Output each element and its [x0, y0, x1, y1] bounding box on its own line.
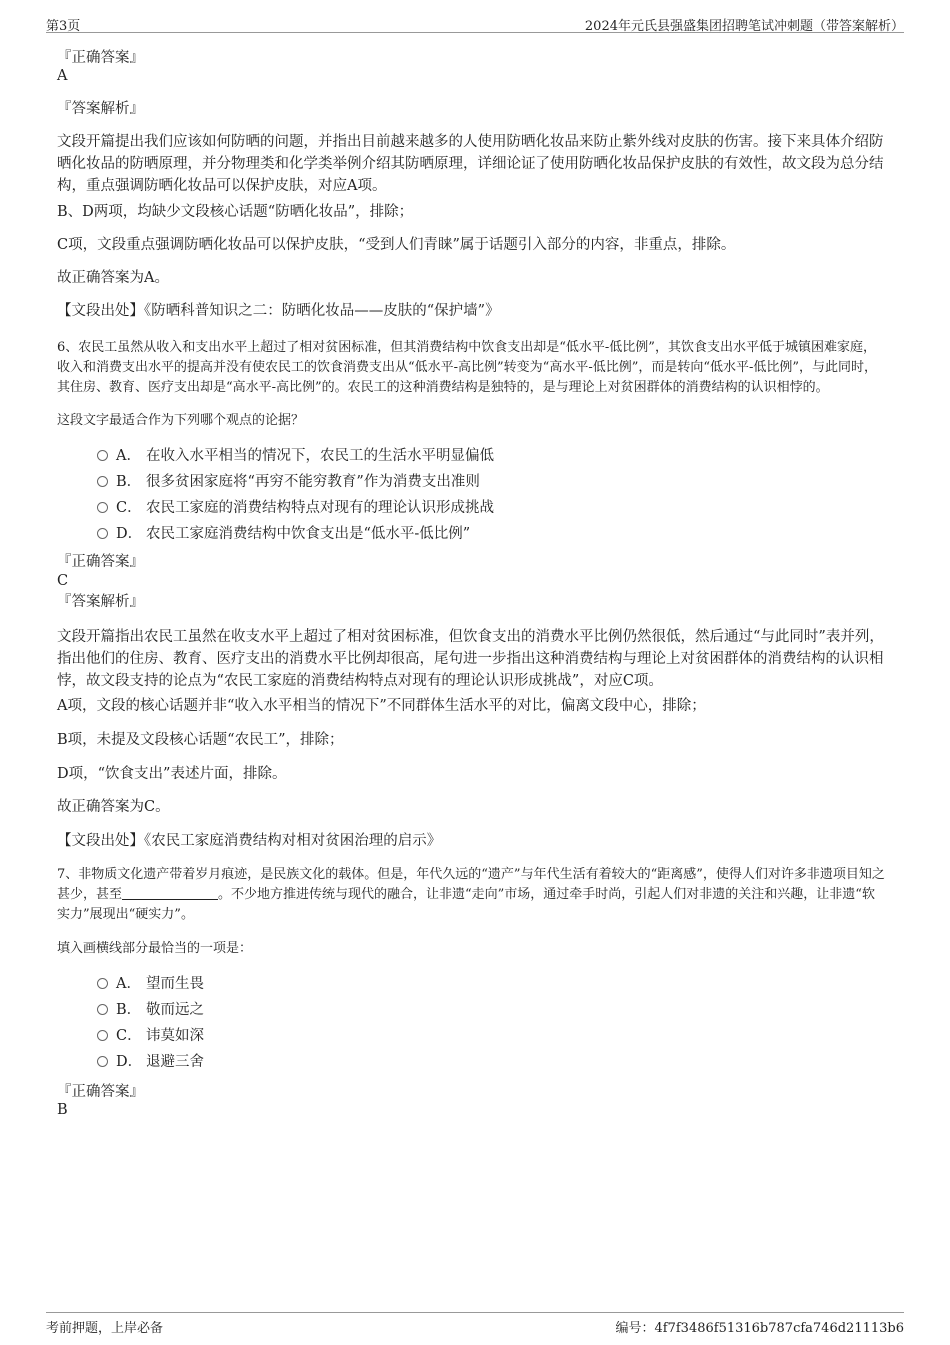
- radio-icon[interactable]: [97, 1030, 108, 1041]
- radio-icon[interactable]: [97, 450, 108, 461]
- q6-answer-label: 『正确答案』: [57, 554, 144, 570]
- footer-slogan: 考前押题，上岸必备: [46, 1321, 164, 1336]
- q7-option-a[interactable]: A． 望而生畏: [97, 974, 204, 994]
- q6-option-b[interactable]: B． 很多贫困家庭将“再穷不能穷教育”作为消费支出准则: [97, 472, 480, 492]
- q7-option-d[interactable]: D． 退避三舍: [97, 1052, 204, 1072]
- q5-analysis-p4: 故正确答案为A。: [57, 270, 169, 286]
- q6-analysis-p4: D项，“饮食支出”表述片面，排除。: [57, 766, 287, 782]
- q7-answer-label: 『正确答案』: [57, 1084, 144, 1100]
- document-title: 2024年元氏县强盛集团招聘笔试冲刺题（带答案解析）: [584, 19, 904, 34]
- radio-icon[interactable]: [97, 1004, 108, 1015]
- radio-icon[interactable]: [97, 1056, 108, 1067]
- fill-blank: [122, 886, 218, 900]
- q5-analysis-p1: 文段开篇提出我们应该如何防晒的问题，并指出目前越来越多的人使用防晒化妆品来防止紫外线对皮肤的伤害。接下来具体介绍防晒化妆品的防晒原理，并分物理类和化学类举例介绍其防晒原理，详细论证了使用防晒化妆品保护皮肤的有效性，故文段为总分结构，重点强调防晒化妆品可以保护皮肤，对应A项。: [57, 134, 884, 194]
- radio-icon[interactable]: [97, 978, 108, 989]
- q6-answer: C: [57, 573, 69, 589]
- radio-icon[interactable]: [97, 502, 108, 513]
- page-header: [46, 12, 904, 33]
- radio-icon[interactable]: [97, 476, 108, 487]
- q6-option-a[interactable]: A． 在收入水平相当的情况下，农民工的生活水平明显偏低: [97, 446, 494, 466]
- q5-analysis-p2: B、D两项，均缺少文段核心话题“防晒化妆品”，排除；: [57, 204, 414, 220]
- q6-prompt: 这段文字最适合作为下列哪个观点的论据？: [57, 413, 305, 428]
- q6-analysis-label: 『答案解析』: [57, 594, 144, 610]
- q7-stem: 7、非物质文化遗产带着岁月痕迹，是民族文化的载体。但是，年代久远的“遗产”与年代生活有着较大的“距离感”，使得人们对许多非遗项目知之甚少，甚至 。不少地方推进传统与现代的融合，让非遗“走向”市场，通过牵手时尚，引起人们对非遗的关注和兴趣，让非遗“软实力”展现出“硬实力”。: [57, 867, 885, 922]
- q5-analysis-p3: C项，文段重点强调防晒化妆品可以保护皮肤，“受到人们青睐”属于话题引入部分的内容，非重点，排除。: [57, 237, 736, 253]
- q7-answer: B: [57, 1102, 68, 1118]
- q6-option-c[interactable]: C． 农民工家庭的消费结构特点对现有的理论认识形成挑战: [97, 498, 494, 518]
- q5-answer: A: [57, 68, 68, 84]
- q6-analysis-p3: B项，未提及文段核心话题“农民工”，排除；: [57, 732, 344, 748]
- radio-icon[interactable]: [97, 528, 108, 539]
- q6-option-d[interactable]: D． 农民工家庭消费结构中饮食支出是“低水平-低比例”: [97, 524, 470, 544]
- q5-answer-label: 『正确答案』: [57, 50, 144, 66]
- page-number: 第3页: [46, 19, 81, 34]
- document-id: 编号：4f7f3486f51316b787cfa746d21113b6: [615, 1321, 904, 1336]
- q5-source: 【文段出处】《防晒科普知识之二：防晒化妆品——皮肤的“保护墙”》: [57, 303, 500, 319]
- q7-prompt: 填入画横线部分最恰当的一项是：: [57, 941, 253, 956]
- q6-analysis-p1: 文段开篇指出农民工虽然在收支水平上超过了相对贫困标准，但饮食支出的消费水平比例仍然很低，然后通过“与此同时”表并列，指出他们的住房、教育、医疗支出的消费水平比例却很高，尾句进一步指出这种消费结构与理论上对贫困群体的消费结构的认识相悖，故文段支持的论点为“农民工家庭的消费结构特点对现有的理论认识形成挑战”，对应C项。: [57, 629, 884, 689]
- q5-analysis-label: 『答案解析』: [57, 101, 144, 117]
- q6-analysis-p5: 故正确答案为C。: [57, 799, 170, 815]
- page-footer: [46, 1312, 904, 1335]
- q7-option-b[interactable]: B． 敬而远之: [97, 1000, 204, 1020]
- q6-source: 【文段出处】《农民工家庭消费结构对相对贫困治理的启示》: [57, 833, 442, 849]
- q6-stem: 6、农民工虽然从收入和支出水平上超过了相对贫困标准，但其消费结构中饮食支出却是“低水平-低比例”，其饮食支出水平低于城镇困难家庭，收入和消费支出水平的提高并没有使农民工的饮食消费支出从“低水平-高比例”转变为“高水平-低比例”，而是转向“低水平-低比例”，与此同时，其住房、教育、医疗支出却是“高水平-高比例”的。农民工的这种消费结构是独特的，是与理论上对贫困群体的消费结构的认识相悖的。: [57, 340, 878, 395]
- q7-option-c[interactable]: C． 讳莫如深: [97, 1026, 204, 1046]
- q6-analysis-p2: A项，文段的核心话题并非“收入水平相当的情况下”不同群体生活水平的对比，偏离文段中心，排除；: [57, 698, 706, 714]
